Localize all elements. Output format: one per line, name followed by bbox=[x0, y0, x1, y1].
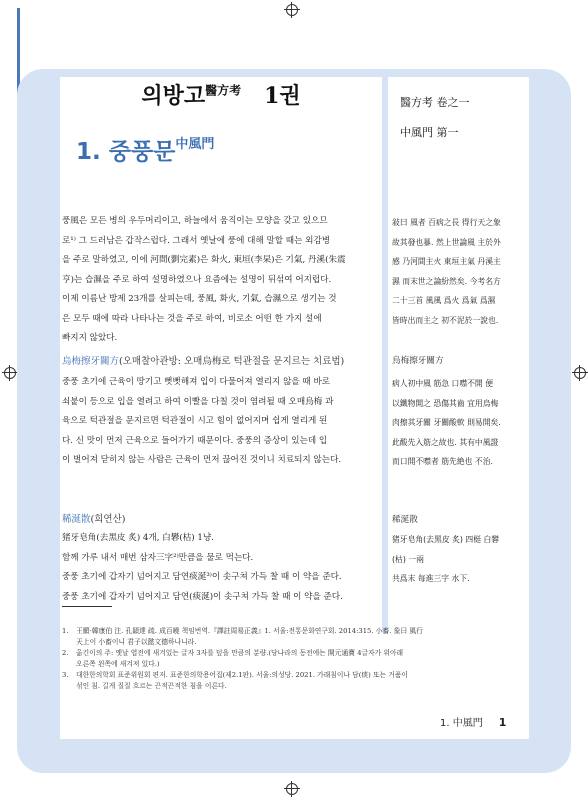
section1-original: 病人初中風 筋急 口噤不開 便 以鐵物開之 恐傷其齒 宜用烏梅 肉擦其牙關 牙關酸軟 則易開矣. 此酸先入筋之故也. 其有中風證 而口開不噤者 筋先絶也 不治. bbox=[392, 379, 501, 466]
side-chapter-title: 中風門 第一 bbox=[400, 126, 459, 139]
section2-heading: 稀涎散(희연산) bbox=[62, 514, 126, 525]
section2-paragraph: 猪牙皂角(去黑皮 炙) 4개, 白礬(枯) 1냥. 함께 가루 내서 매번 삼자三字²⁾만큼을 물로 먹는다. 중풍 초기에 갑자기 넘어지고 담연痰涎³⁾이 솟구쳐 가득 찰 때 이 약을 준다. 중풍 초기에 갑자기 넘어지고 담연(痰涎)이 솟구쳐 가득 찰 때 이 약을 준다. bbox=[62, 533, 343, 602]
intro-original: 敍曰 風者 百病之長 得行天之象 故其發也暴. 然上世論風 主於外 感 乃河間主火 東垣主氣 丹溪主 濕 而末世之論紛然矣. 今考名方 二十三首 風風 爲火 爲氣 爲濕 皆時出而主之 初不泥於一說也. bbox=[392, 218, 501, 325]
section1-original-heading: 烏梅擦牙關方 bbox=[392, 356, 444, 366]
section2-original: 猪牙皂角(去黑皮 炙) 四梃 白礬 (枯) 一兩 共爲末 每進三字 水下. bbox=[392, 535, 500, 583]
footnote-line: 2. 옮긴이의 주: 옛날 엽전에 새겨있는 글자 3자를 덮을 만큼의 분량.(당나라의 동전에는 開元通寶 4글자가 위아래 bbox=[62, 649, 404, 657]
registration-mark-top bbox=[286, 4, 298, 16]
korean-translation-panel bbox=[60, 77, 382, 633]
footnote-line: 오른쪽 왼쪽에 새겨져 있다.) bbox=[76, 660, 160, 668]
registration-mark-left bbox=[4, 367, 16, 379]
footnote-line: 天上이 小畜이니 君子以懿文德하나니라. bbox=[76, 638, 197, 646]
footnote-line: 1. 王願·韓康伯 注. 孔穎達 疏. 成百曉 책임번역.『譯註周易正義』1. 서울:전통문화연구회. 2014:315. 小畜. 象曰 風行 bbox=[62, 627, 423, 635]
running-footer: 1. 中風門 bbox=[440, 718, 483, 729]
section2-original-heading: 稀涎散 bbox=[392, 515, 418, 525]
footnote-line: 3. 대한한의학회 표준위원회 편저. 표준한의학용어집(제2.1판). 서울:의성당. 2021. 가래침이나 담(痰) 또는 거품이 bbox=[62, 671, 408, 679]
page-footer bbox=[440, 714, 506, 729]
chapter-title: 1. 중풍문$^{中風門}$ bbox=[76, 137, 215, 165]
section1-paragraph: 중풍 초기에 근육이 땅기고 뻣뻣해져 입이 다물어져 열리지 않을 때 바로 쇠붙이 등으로 입을 열려고 하여 이빨을 다칠 것이 염려될 때 오매烏梅 과 육으로 턱관절을 문지르면 턱관절이 시고 힘이 없어지며 쉽게 열리게 된 다. 신 맛이 먼저 근육으로 들어가기 때문이다. 중풍의 증상이 있는데 입 이 벌어져 닫히지 않는 사람은 근육이 먼저 끊어진 것이니 치료되지 않는다. bbox=[62, 377, 342, 465]
footnotes bbox=[62, 626, 526, 692]
book-title: 의방고$^{醫方考}$ 1권 bbox=[141, 83, 301, 109]
registration-mark-right bbox=[574, 367, 586, 379]
registration-mark-bottom bbox=[286, 783, 298, 795]
footnote-rule bbox=[62, 606, 112, 607]
classical-text-panel bbox=[388, 77, 529, 633]
intro-paragraph: 풍風은 모든 병의 우두머리이고, 하늘에서 움직이는 모양을 갖고 있으므 로¹⁾ 그 드러남은 갑작스럽다. 그래서 옛날에 풍에 대해 말할 때는 외감병 을 주로 말하였고, 이에 河間(劉完素)은 화火, 東垣(李杲)은 기氣, 丹溪(朱震 亨)는 습濕을 주로 하여 설명하였으나 요즘에는 설명이 뒤섞여 어지럽다. 이제 이름난 방제 23개를 살피는데, 풍風, 화火, 기氣, 습濕으로 생기는 것 은 모두 때에 따라 나타나는 것을 주로 하여, 비로소 어떤 한 가지 설에 빠지지 않았다. bbox=[62, 216, 346, 343]
side-book-title: 醫方考 卷之一 bbox=[400, 96, 470, 109]
page-number: 1 bbox=[498, 716, 507, 729]
footnote-line: 섞인 침. 길게 질질 흐르는 끈적끈적한 침을 이른다. bbox=[76, 682, 227, 690]
section1-heading: 烏梅擦牙關方(오매찰아관방: 오매烏梅로 턱관절을 문지르는 치료법) bbox=[62, 356, 345, 367]
